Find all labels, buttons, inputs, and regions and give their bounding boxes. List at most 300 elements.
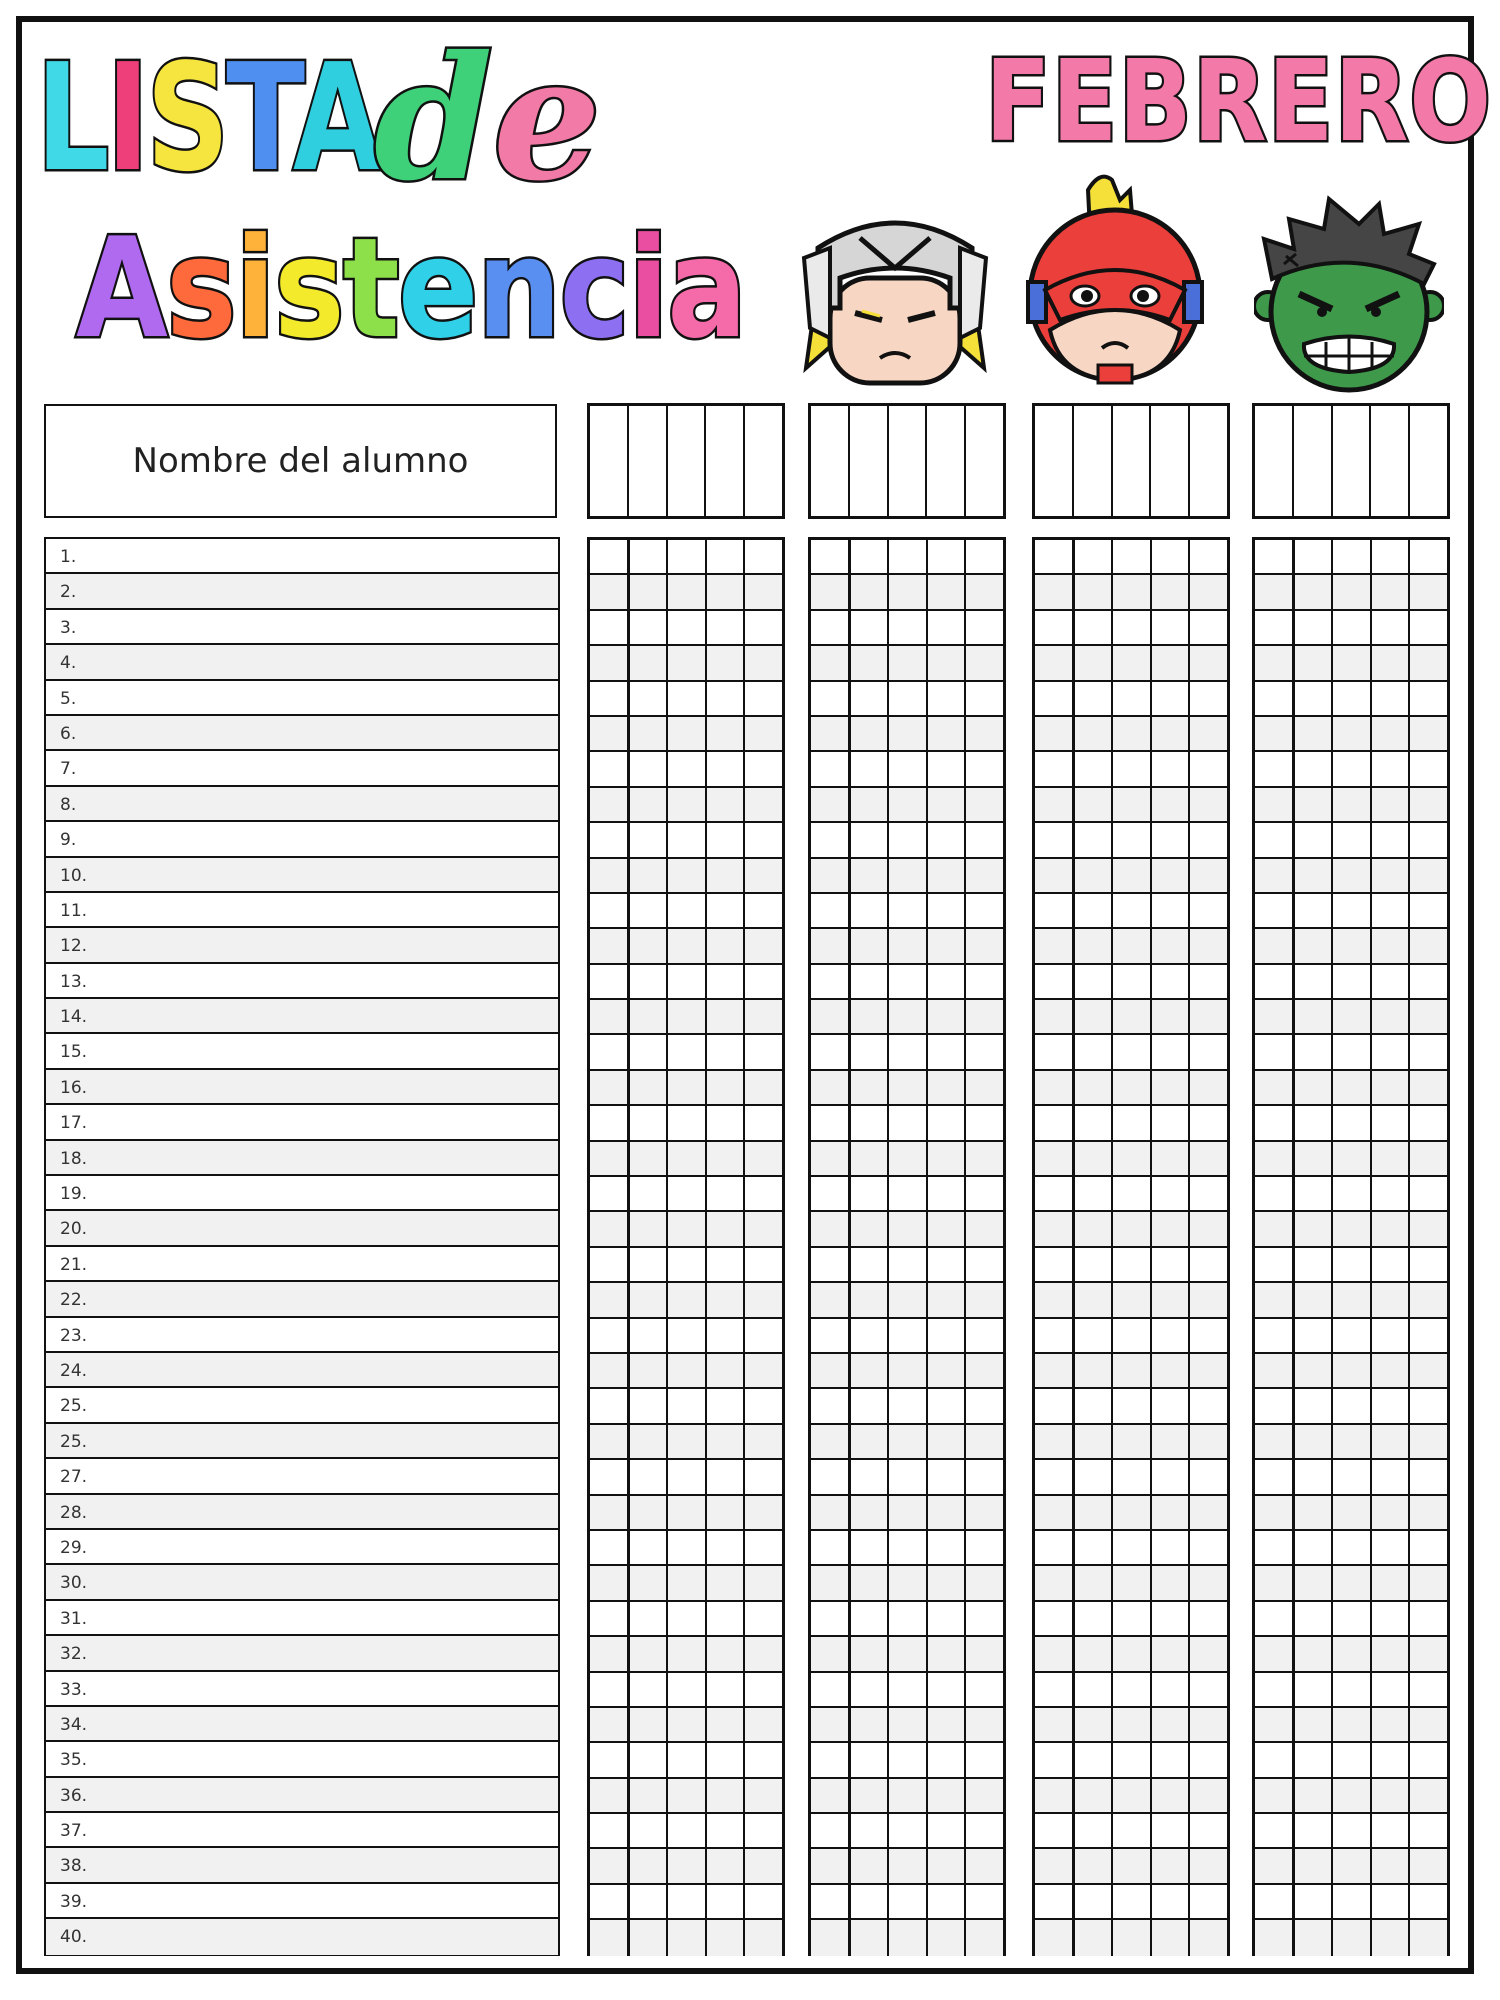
attendance-cell[interactable] [928,1779,967,1812]
attendance-cell[interactable] [966,1354,1003,1387]
attendance-cell[interactable] [851,1531,890,1564]
attendance-cell[interactable] [1333,1460,1372,1493]
attendance-cell[interactable] [811,611,851,644]
attendance-cell[interactable] [811,1142,851,1175]
attendance-cell[interactable] [1152,717,1191,750]
attendance-cell[interactable] [668,1849,707,1882]
attendance-cell[interactable] [1410,894,1447,927]
attendance-cell[interactable] [630,1885,669,1918]
attendance-cell[interactable] [1190,1708,1227,1741]
attendance-cell[interactable] [1152,1212,1191,1245]
attendance-cell[interactable] [1113,717,1152,750]
attendance-cell[interactable] [1372,1531,1411,1564]
attendance-cell[interactable] [1113,1814,1152,1847]
student-row[interactable]: 10. [46,858,558,893]
attendance-cell[interactable] [1035,1885,1075,1918]
attendance-cell[interactable] [851,1212,890,1245]
attendance-cell[interactable] [1410,1071,1447,1104]
attendance-cell[interactable] [1333,1177,1372,1210]
attendance-cell[interactable] [668,965,707,998]
attendance-cell[interactable] [1113,788,1152,821]
attendance-cell[interactable] [889,1071,928,1104]
attendance-cell[interactable] [668,1743,707,1776]
attendance-cell[interactable] [928,859,967,892]
student-row[interactable]: 39. [46,1884,558,1919]
attendance-cell[interactable] [707,1212,746,1245]
attendance-cell[interactable] [966,1743,1003,1776]
attendance-cell[interactable] [1410,1142,1447,1175]
attendance-cell[interactable] [1075,1814,1114,1847]
attendance-cell[interactable] [1372,1708,1411,1741]
attendance-cell[interactable] [745,1602,782,1635]
attendance-cell[interactable] [851,1354,890,1387]
attendance-cell[interactable] [1410,1425,1447,1458]
attendance-cell[interactable] [745,859,782,892]
attendance-cell[interactable] [966,611,1003,644]
student-row[interactable]: 1. [46,539,558,574]
attendance-cell[interactable] [1152,1496,1191,1529]
attendance-cell[interactable] [928,1354,967,1387]
attendance-cell[interactable] [966,575,1003,608]
attendance-cell[interactable] [1333,540,1372,573]
attendance-cell[interactable] [966,1496,1003,1529]
attendance-cell[interactable] [1333,1566,1372,1599]
attendance-cell[interactable] [966,1142,1003,1175]
attendance-cell[interactable] [811,1673,851,1706]
attendance-cell[interactable] [630,717,669,750]
attendance-cell[interactable] [745,1319,782,1352]
attendance-cell[interactable] [889,540,928,573]
attendance-cell[interactable] [1113,823,1152,856]
student-row[interactable]: 13. [46,964,558,999]
attendance-cell[interactable] [1190,1319,1227,1352]
attendance-cell[interactable] [590,611,630,644]
attendance-cell[interactable] [668,1602,707,1635]
day-header-cell[interactable] [1333,406,1372,516]
attendance-cell[interactable] [1035,859,1075,892]
day-header-cell[interactable] [629,406,668,516]
attendance-cell[interactable] [928,1920,967,1955]
attendance-cell[interactable] [1333,1106,1372,1139]
attendance-cell[interactable] [1075,1708,1114,1741]
attendance-cell[interactable] [1255,823,1295,856]
attendance-cell[interactable] [668,929,707,962]
attendance-cell[interactable] [811,1106,851,1139]
attendance-cell[interactable] [851,1389,890,1422]
attendance-cell[interactable] [889,823,928,856]
attendance-cell[interactable] [851,1779,890,1812]
attendance-cell[interactable] [889,1106,928,1139]
attendance-cell[interactable] [1255,717,1295,750]
attendance-cell[interactable] [1113,965,1152,998]
attendance-cell[interactable] [889,1602,928,1635]
attendance-cell[interactable] [928,823,967,856]
attendance-cell[interactable] [1190,1496,1227,1529]
attendance-cell[interactable] [707,1849,746,1882]
attendance-cell[interactable] [1190,1106,1227,1139]
attendance-cell[interactable] [707,1637,746,1670]
attendance-cell[interactable] [811,1248,851,1281]
attendance-cell[interactable] [745,1743,782,1776]
attendance-cell[interactable] [1372,1496,1411,1529]
attendance-cell[interactable] [811,752,851,785]
attendance-cell[interactable] [811,1849,851,1882]
attendance-cell[interactable] [1113,859,1152,892]
attendance-cell[interactable] [1333,1071,1372,1104]
attendance-cell[interactable] [1075,1425,1114,1458]
attendance-cell[interactable] [889,965,928,998]
attendance-cell[interactable] [707,1531,746,1564]
attendance-cell[interactable] [630,1460,669,1493]
student-row[interactable]: 32. [46,1636,558,1671]
student-row[interactable]: 14. [46,999,558,1034]
attendance-cell[interactable] [1410,1460,1447,1493]
attendance-cell[interactable] [889,1319,928,1352]
attendance-cell[interactable] [630,1637,669,1670]
attendance-cell[interactable] [1333,1354,1372,1387]
attendance-cell[interactable] [707,1000,746,1033]
day-header-cell[interactable] [1255,406,1294,516]
attendance-cell[interactable] [707,1319,746,1352]
attendance-cell[interactable] [811,1071,851,1104]
attendance-cell[interactable] [1410,1566,1447,1599]
attendance-cell[interactable] [590,1071,630,1104]
attendance-cell[interactable] [1372,717,1411,750]
attendance-cell[interactable] [1333,1531,1372,1564]
attendance-cell[interactable] [1295,1849,1334,1882]
attendance-cell[interactable] [707,1602,746,1635]
day-header-cell[interactable] [590,406,629,516]
attendance-cell[interactable] [1190,1389,1227,1422]
attendance-cell[interactable] [966,1177,1003,1210]
attendance-cell[interactable] [1075,1673,1114,1706]
attendance-cell[interactable] [1113,1602,1152,1635]
attendance-cell[interactable] [1333,1142,1372,1175]
attendance-cell[interactable] [1152,575,1191,608]
attendance-cell[interactable] [1372,1389,1411,1422]
attendance-cell[interactable] [1333,1389,1372,1422]
attendance-cell[interactable] [811,1602,851,1635]
attendance-cell[interactable] [668,1885,707,1918]
attendance-cell[interactable] [928,611,967,644]
attendance-cell[interactable] [1152,965,1191,998]
attendance-cell[interactable] [851,1142,890,1175]
attendance-cell[interactable] [851,1248,890,1281]
attendance-cell[interactable] [1075,540,1114,573]
attendance-cell[interactable] [1410,859,1447,892]
attendance-cell[interactable] [1333,1814,1372,1847]
attendance-cell[interactable] [851,1673,890,1706]
attendance-cell[interactable] [851,1920,890,1955]
attendance-cell[interactable] [928,575,967,608]
attendance-cell[interactable] [1255,1354,1295,1387]
attendance-cell[interactable] [1035,1496,1075,1529]
attendance-cell[interactable] [811,1177,851,1210]
attendance-cell[interactable] [1152,1106,1191,1139]
attendance-cell[interactable] [1152,1248,1191,1281]
attendance-cell[interactable] [1113,1106,1152,1139]
attendance-cell[interactable] [1035,682,1075,715]
attendance-cell[interactable] [630,1743,669,1776]
student-row[interactable]: 17. [46,1105,558,1140]
attendance-cell[interactable] [707,1035,746,1068]
attendance-cell[interactable] [1152,1708,1191,1741]
attendance-cell[interactable] [630,1389,669,1422]
attendance-cell[interactable] [668,1920,707,1955]
attendance-cell[interactable] [590,788,630,821]
attendance-cell[interactable] [851,1566,890,1599]
student-row[interactable]: 27. [46,1459,558,1494]
attendance-cell[interactable] [1372,788,1411,821]
attendance-cell[interactable] [1035,752,1075,785]
attendance-cell[interactable] [707,859,746,892]
attendance-cell[interactable] [590,1743,630,1776]
attendance-cell[interactable] [590,1142,630,1175]
attendance-cell[interactable] [707,1460,746,1493]
attendance-cell[interactable] [745,823,782,856]
attendance-cell[interactable] [707,717,746,750]
attendance-cell[interactable] [851,1814,890,1847]
attendance-cell[interactable] [1333,682,1372,715]
attendance-cell[interactable] [1190,752,1227,785]
attendance-cell[interactable] [928,1814,967,1847]
attendance-cell[interactable] [1410,788,1447,821]
attendance-cell[interactable] [928,1531,967,1564]
attendance-cell[interactable] [1152,1779,1191,1812]
attendance-cell[interactable] [811,823,851,856]
attendance-cell[interactable] [668,1212,707,1245]
attendance-cell[interactable] [966,894,1003,927]
attendance-cell[interactable] [1190,1779,1227,1812]
attendance-cell[interactable] [1255,1496,1295,1529]
attendance-cell[interactable] [1255,1319,1295,1352]
attendance-cell[interactable] [1295,823,1334,856]
attendance-cell[interactable] [966,1106,1003,1139]
attendance-cell[interactable] [1295,965,1334,998]
attendance-cell[interactable] [1372,682,1411,715]
attendance-cell[interactable] [590,1177,630,1210]
attendance-cell[interactable] [1113,1743,1152,1776]
attendance-cell[interactable] [1152,1283,1191,1316]
attendance-cell[interactable] [1333,1425,1372,1458]
attendance-cell[interactable] [1190,1283,1227,1316]
attendance-cell[interactable] [590,717,630,750]
day-header-cell[interactable] [811,406,850,516]
student-row[interactable]: 29. [46,1530,558,1565]
attendance-cell[interactable] [1075,752,1114,785]
attendance-cell[interactable] [1035,1035,1075,1068]
attendance-cell[interactable] [1075,929,1114,962]
attendance-cell[interactable] [1255,575,1295,608]
attendance-cell[interactable] [851,717,890,750]
attendance-cell[interactable] [1333,1673,1372,1706]
attendance-cell[interactable] [707,646,746,679]
attendance-cell[interactable] [630,1779,669,1812]
attendance-cell[interactable] [851,1885,890,1918]
attendance-cell[interactable] [1190,1602,1227,1635]
attendance-cell[interactable] [707,1142,746,1175]
attendance-cell[interactable] [1113,1708,1152,1741]
attendance-cell[interactable] [811,929,851,962]
attendance-cell[interactable] [590,965,630,998]
day-header-cell[interactable] [1294,406,1333,516]
attendance-cell[interactable] [811,1496,851,1529]
attendance-cell[interactable] [1035,1177,1075,1210]
attendance-cell[interactable] [1255,1602,1295,1635]
attendance-cell[interactable] [1190,1743,1227,1776]
attendance-cell[interactable] [707,1814,746,1847]
attendance-cell[interactable] [1255,1283,1295,1316]
attendance-cell[interactable] [966,1035,1003,1068]
attendance-cell[interactable] [928,1142,967,1175]
attendance-cell[interactable] [811,717,851,750]
attendance-cell[interactable] [851,682,890,715]
attendance-cell[interactable] [745,682,782,715]
attendance-cell[interactable] [745,1637,782,1670]
attendance-cell[interactable] [1152,1885,1191,1918]
attendance-cell[interactable] [1113,1354,1152,1387]
attendance-cell[interactable] [1113,1248,1152,1281]
attendance-cell[interactable] [707,575,746,608]
attendance-cell[interactable] [1190,1885,1227,1918]
attendance-cell[interactable] [1372,646,1411,679]
attendance-cell[interactable] [1190,682,1227,715]
attendance-cell[interactable] [1410,929,1447,962]
attendance-cell[interactable] [590,1460,630,1493]
attendance-cell[interactable] [590,1779,630,1812]
attendance-cell[interactable] [1190,611,1227,644]
attendance-cell[interactable] [928,717,967,750]
attendance-cell[interactable] [1075,1496,1114,1529]
attendance-cell[interactable] [1035,929,1075,962]
attendance-cell[interactable] [630,1000,669,1033]
attendance-cell[interactable] [889,1920,928,1955]
student-row[interactable]: 25. [46,1388,558,1423]
attendance-cell[interactable] [1295,1425,1334,1458]
attendance-cell[interactable] [851,1496,890,1529]
attendance-cell[interactable] [966,646,1003,679]
attendance-cell[interactable] [707,1283,746,1316]
attendance-cell[interactable] [745,965,782,998]
attendance-cell[interactable] [1113,540,1152,573]
attendance-cell[interactable] [851,894,890,927]
attendance-cell[interactable] [928,894,967,927]
attendance-cell[interactable] [1255,1425,1295,1458]
attendance-cell[interactable] [889,1000,928,1033]
attendance-cell[interactable] [745,1460,782,1493]
attendance-cell[interactable] [707,1885,746,1918]
attendance-cell[interactable] [1410,823,1447,856]
attendance-cell[interactable] [1035,1106,1075,1139]
attendance-cell[interactable] [1372,1637,1411,1670]
day-header-cell[interactable] [1151,406,1190,516]
attendance-cell[interactable] [630,682,669,715]
attendance-cell[interactable] [1190,965,1227,998]
attendance-cell[interactable] [1152,1743,1191,1776]
attendance-cell[interactable] [811,1743,851,1776]
student-row[interactable]: 20. [46,1211,558,1246]
day-header-cell[interactable] [966,406,1003,516]
attendance-cell[interactable] [1075,646,1114,679]
student-row[interactable]: 2. [46,574,558,609]
attendance-cell[interactable] [590,859,630,892]
attendance-cell[interactable] [1372,1212,1411,1245]
attendance-cell[interactable] [1113,1319,1152,1352]
attendance-cell[interactable] [1295,1354,1334,1387]
attendance-cell[interactable] [1333,1212,1372,1245]
attendance-cell[interactable] [1255,1212,1295,1245]
attendance-cell[interactable] [851,752,890,785]
attendance-cell[interactable] [668,1319,707,1352]
attendance-cell[interactable] [1255,929,1295,962]
attendance-cell[interactable] [707,682,746,715]
attendance-cell[interactable] [1075,1460,1114,1493]
attendance-cell[interactable] [851,1849,890,1882]
attendance-cell[interactable] [630,788,669,821]
attendance-cell[interactable] [1410,1885,1447,1918]
attendance-cell[interactable] [1113,1283,1152,1316]
attendance-cell[interactable] [1255,1708,1295,1741]
attendance-cell[interactable] [630,894,669,927]
attendance-cell[interactable] [630,1071,669,1104]
attendance-cell[interactable] [590,1673,630,1706]
attendance-cell[interactable] [1295,1673,1334,1706]
attendance-cell[interactable] [1295,1460,1334,1493]
student-row[interactable]: 36. [46,1778,558,1813]
attendance-cell[interactable] [928,1035,967,1068]
attendance-cell[interactable] [966,1319,1003,1352]
attendance-cell[interactable] [707,965,746,998]
attendance-cell[interactable] [851,1637,890,1670]
attendance-cell[interactable] [1372,965,1411,998]
attendance-cell[interactable] [668,1425,707,1458]
attendance-cell[interactable] [1372,1142,1411,1175]
attendance-cell[interactable] [1035,1000,1075,1033]
attendance-cell[interactable] [889,1885,928,1918]
attendance-cell[interactable] [1333,1035,1372,1068]
attendance-cell[interactable] [1152,1035,1191,1068]
attendance-cell[interactable] [668,1000,707,1033]
attendance-cell[interactable] [1152,929,1191,962]
attendance-cell[interactable] [745,1142,782,1175]
attendance-cell[interactable] [811,1814,851,1847]
attendance-cell[interactable] [590,1566,630,1599]
attendance-cell[interactable] [1152,1000,1191,1033]
attendance-cell[interactable] [966,1602,1003,1635]
attendance-cell[interactable] [1255,1849,1295,1882]
attendance-cell[interactable] [1035,965,1075,998]
attendance-cell[interactable] [1075,823,1114,856]
attendance-cell[interactable] [889,859,928,892]
attendance-cell[interactable] [745,1531,782,1564]
attendance-cell[interactable] [707,1779,746,1812]
student-row[interactable]: 24. [46,1353,558,1388]
attendance-cell[interactable] [1152,1531,1191,1564]
attendance-cell[interactable] [707,894,746,927]
attendance-cell[interactable] [1295,1035,1334,1068]
attendance-cell[interactable] [590,1849,630,1882]
attendance-cell[interactable] [1113,682,1152,715]
attendance-cell[interactable] [928,752,967,785]
attendance-cell[interactable] [707,1248,746,1281]
attendance-cell[interactable] [745,1814,782,1847]
day-header-cell[interactable] [1035,406,1074,516]
attendance-cell[interactable] [707,1425,746,1458]
attendance-cell[interactable] [928,965,967,998]
attendance-cell[interactable] [630,1531,669,1564]
attendance-cell[interactable] [707,1920,746,1955]
attendance-cell[interactable] [1113,1389,1152,1422]
